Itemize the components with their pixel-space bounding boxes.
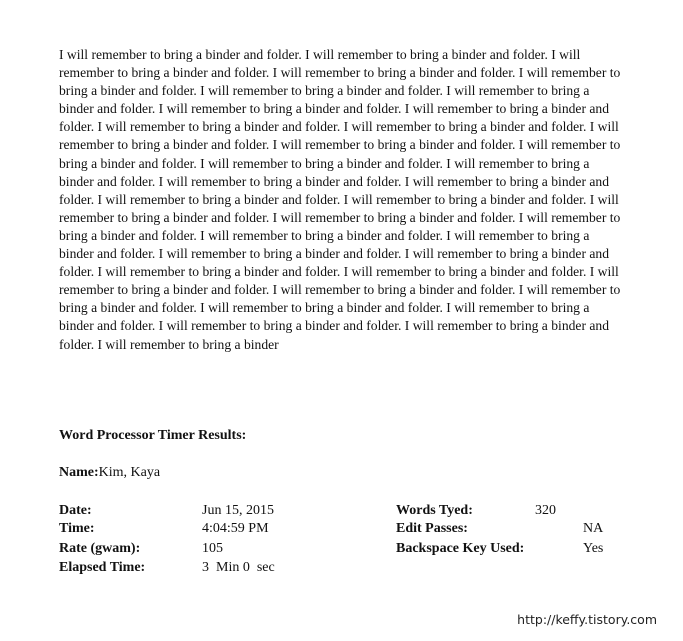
words-typed-value: 320 — [535, 503, 556, 518]
rate-value: 105 — [202, 541, 223, 556]
edit-passes-value: NA — [583, 521, 604, 536]
date-label: Date: — [59, 503, 92, 518]
time-label: Time: — [59, 521, 95, 536]
words-typed-label: Words Tyed: — [396, 503, 473, 518]
typed-paragraph: I will remember to bring a binder and folder. I will remember to bring a binder and folder. I will remember to bring a binder and folder. I will remember to bring a binder and folder. I will remember to bring a binder and folder. I will remember to bring a binder and folder. I will remember to bring a binder and folder. I will remember to bring a binder and folder. I will remember to bring a binder and folder. I will remember to bring a binder and folder. I will remember to bring a binder and folder. I will remember to bring a binder and folder. I will remember to bring a binder and folder. I will remember to bring a binder and folder. I will remember to bring a binder and folder. I will remember to bring a binder and folder. I will remember to bring a binder and folder. I will remember to bring a binder and folder. I will remember to bring a binder and folder. I will remember to bring a binder and folder. I will remember to bring a binder and folder. I will remember to bring a binder and folder. I will remember to bring a binder and folder. I will remember to bring a binder and folder. I will remember to bring a binder and folder. I will remember to bring a binder and folder. I will remember to bring a binder and folder. I will remember to bring a binder and folder. I will remember to bring a binder and folder. I will remember to bring a binder and folder. I will remember to bring a binder and folder. I will remember to bring a binder and folder. I will remember to bring a binder and folder. I will remember to bring a binder and folder. I will remember to bring a binder and folder. I will remember to bring a binder and folder. I will remember to bring a binder — [59, 47, 621, 352]
time-value: 4:04:59 PM — [202, 521, 269, 536]
name-line — [59, 465, 160, 481]
watermark-url: http://keffy.tistory.com — [517, 612, 657, 627]
date-value: Jun 15, 2015 — [202, 503, 274, 518]
elapsed-time-value: 3 Min 0 sec — [202, 560, 275, 575]
rate-label: Rate (gwam): — [59, 541, 141, 556]
results-title: Word Processor Timer Results: — [59, 428, 247, 443]
backspace-key-value: Yes — [583, 541, 604, 556]
name-value: Kim, Kaya — [98, 465, 161, 480]
elapsed-time-label: Elapsed Time: — [59, 560, 146, 575]
edit-passes-label: Edit Passes: — [396, 521, 468, 536]
name-label: Name: — [59, 465, 99, 480]
backspace-key-label: Backspace Key Used: — [396, 541, 525, 556]
